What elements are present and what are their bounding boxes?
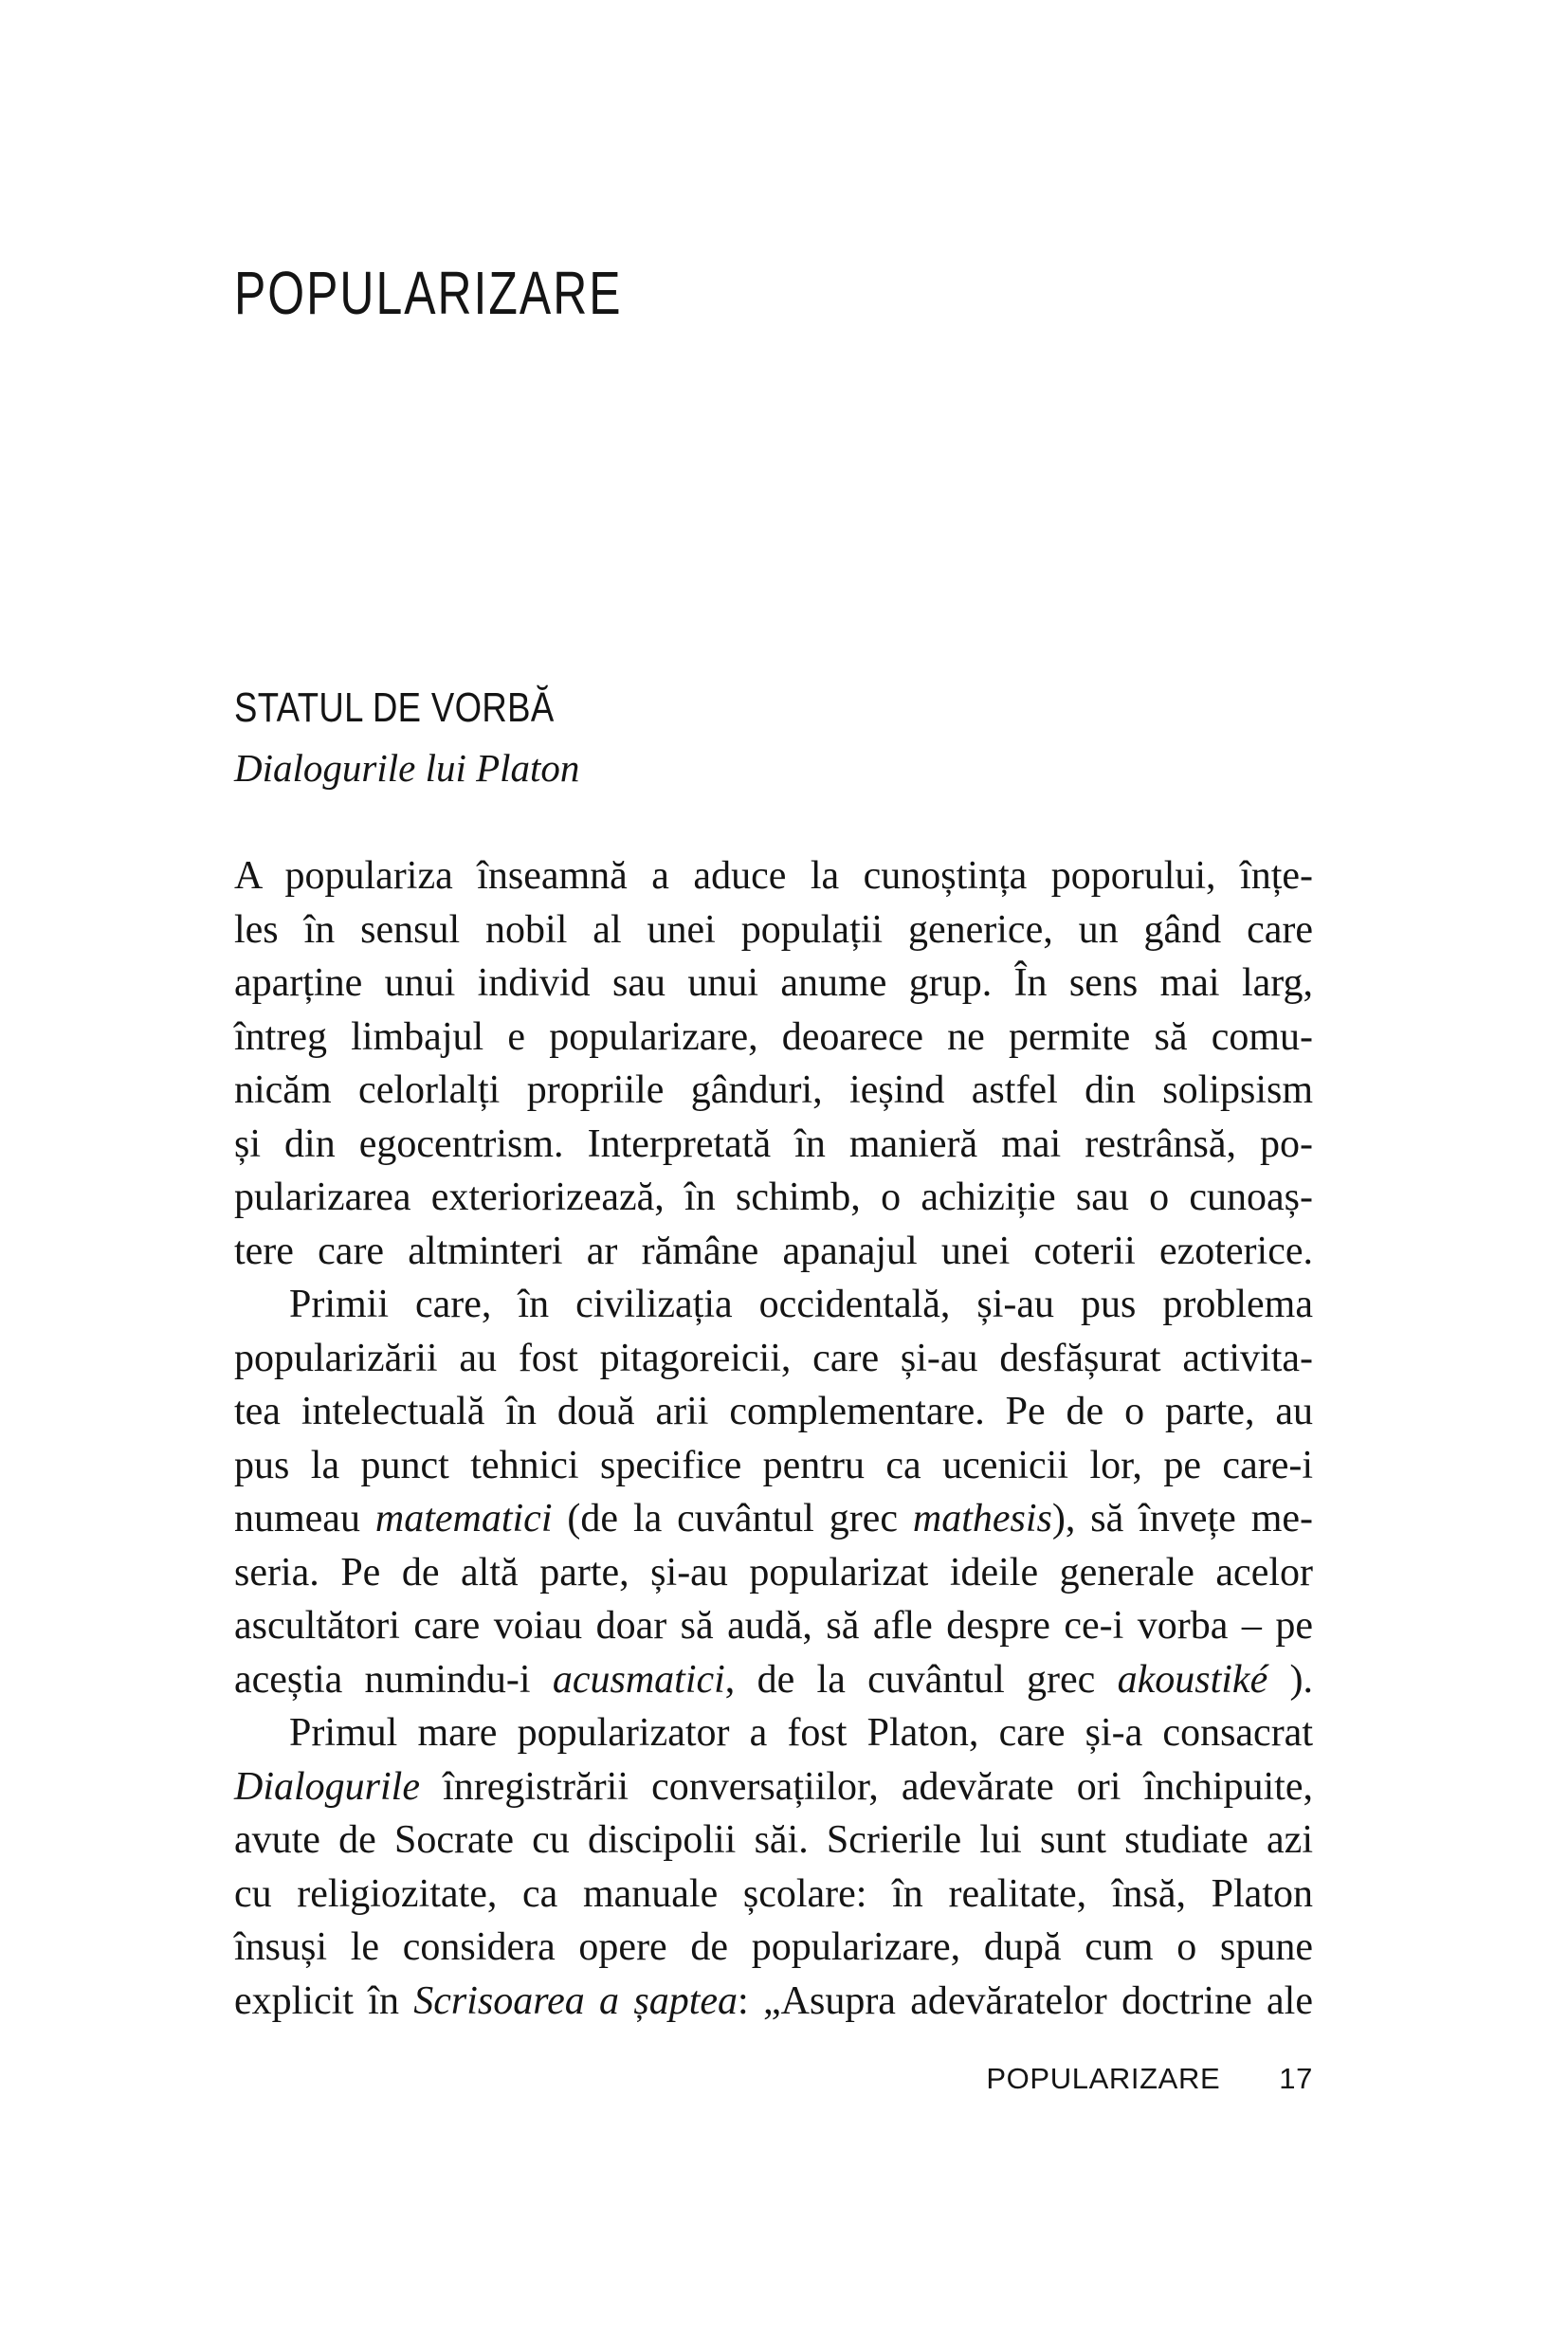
italic-run: matematici <box>374 1497 553 1540</box>
body-line <box>234 849 1313 903</box>
body-line <box>234 1599 1313 1653</box>
body-line <box>234 1653 1313 1707</box>
text-run: ascultători care voiau doar să audă, să afle despre ce-i vorba – pe <box>234 1604 1313 1648</box>
body-line <box>234 1332 1313 1386</box>
text-run: avute de Socrate cu discipolii săi. Scrierile lui sunt studiate azi <box>234 1818 1313 1862</box>
text-run: : „Asupra adevăratelor doctrine ale <box>738 1978 1313 2023</box>
section-subtitle: Dialogurile lui Platon <box>234 746 580 790</box>
text-run: ). <box>1267 1657 1313 1702</box>
body-line <box>234 1546 1313 1600</box>
italic-run: akoustiké <box>1117 1657 1268 1702</box>
body-line <box>234 1225 1313 1279</box>
body-line <box>234 1118 1313 1172</box>
text-run: tea intelectuală în două arii complementare. Pe de o parte, au <box>234 1390 1313 1433</box>
text-run: pularizarea exteriorizează, în schimb, o achiziție sau o cunoaș- <box>234 1176 1313 1219</box>
section-heading: STATUL DE VORBĂ <box>234 684 555 731</box>
body-line <box>234 1813 1313 1868</box>
italic-run: mathesis <box>912 1497 1052 1540</box>
page-footer <box>234 2064 1313 2093</box>
text-run: aparține unui individ sau unui anume grup. În sens mai larg, <box>234 961 1313 1005</box>
text-run: pus la punct tehnici specifice pentru ca ucenicii lor, pe care-i <box>234 1443 1313 1487</box>
text-run: seria. Pe de altă parte, și-au popularizat ideile generale acelor <box>234 1550 1313 1595</box>
text-run: les în sensul nobil al unei populații generice, un gând care <box>234 907 1313 952</box>
body-line <box>234 1921 1313 1975</box>
body-line <box>234 1706 1313 1760</box>
text-run: înregistrării conversațiilor, adevărate ori închipuite, <box>420 1764 1313 1809</box>
text-run: popularizării au fost pitagoreicii, care și-au desfășurat activita- <box>234 1336 1313 1380</box>
text-run: aceștia numindu-i <box>234 1657 553 1702</box>
body-line <box>234 1975 1313 2029</box>
text-run: A populariza înseamnă a aduce la cunoștința poporului, înțe- <box>234 854 1313 898</box>
text-run: numeau <box>234 1497 375 1540</box>
body-line <box>234 1760 1313 1814</box>
text-run: explicit în <box>234 1978 414 2023</box>
text-run: Primul mare popularizator a fost Platon, care și-a consacrat <box>289 1711 1313 1755</box>
body-line <box>234 903 1313 957</box>
body-line <box>234 957 1313 1011</box>
text-run: Primii care, în civilizația occidentală, și-au pus problema <box>289 1283 1313 1326</box>
body-line <box>234 1064 1313 1118</box>
text-run: însuși le considera opere de popularizare, după cum o spune <box>234 1925 1313 1969</box>
italic-run: acusmatici <box>552 1657 725 1702</box>
italic-run: Dialogurile <box>234 1764 420 1809</box>
text-run: și din egocentrism. Interpretată în manieră mai restrânsă, po- <box>234 1121 1313 1166</box>
chapter-title: POPULARIZARE <box>234 259 623 327</box>
text-run: ), să învețe me- <box>1051 1497 1314 1540</box>
italic-run: Scrisoarea a șaptea <box>413 1978 738 2023</box>
body-line <box>234 1868 1313 1922</box>
body-line <box>234 1011 1313 1065</box>
text-run: cu religiozitate, ca manuale școlare: în realitate, însă, Platon <box>234 1871 1313 1916</box>
running-head: POPULARIZARE <box>986 2062 1221 2095</box>
page-number: 17 <box>1279 2062 1313 2095</box>
body-line <box>234 1171 1313 1225</box>
text-run: , de la cuvântul grec <box>724 1657 1118 1702</box>
body-text <box>234 849 1313 2028</box>
body-line <box>234 1439 1313 1493</box>
text-run: tere care altminteri ar rămâne apanajul unei coterii ezoterice. <box>234 1229 1313 1273</box>
body-line <box>234 1492 1313 1546</box>
text-run: (de la cuvântul grec <box>552 1497 913 1540</box>
body-line <box>234 1278 1313 1332</box>
body-line <box>234 1385 1313 1439</box>
text-run: nicăm celorlalți propriile gânduri, ieșind astfel din solipsism <box>234 1068 1313 1112</box>
text-run: întreg limbajul e popularizare, deoarece ne permite să comu- <box>234 1014 1313 1059</box>
